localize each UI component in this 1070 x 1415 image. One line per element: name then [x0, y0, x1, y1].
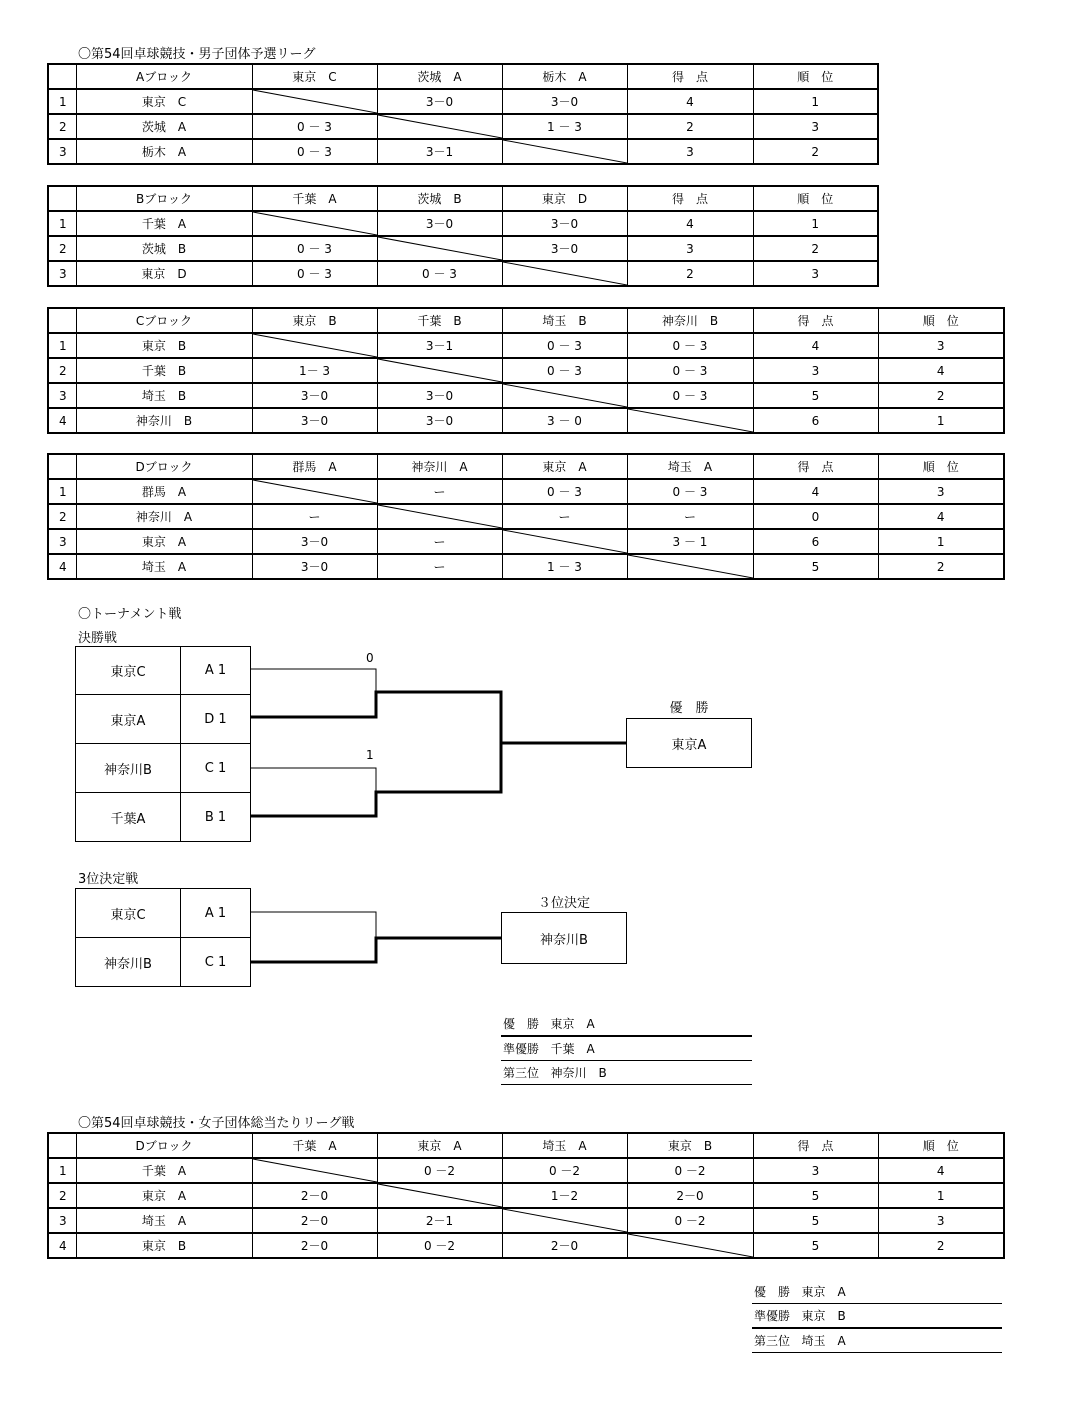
- result-cell: ー: [377, 554, 502, 579]
- summary-label: 優 勝: [754, 1285, 791, 1299]
- result-cell: 2－0: [502, 1233, 627, 1258]
- row-index: 3: [48, 1208, 76, 1233]
- final-seed-1: A 1: [180, 646, 251, 695]
- header-cell: Bブロック: [76, 186, 252, 211]
- winner-label: 優 勝: [669, 701, 709, 716]
- row-index: 4: [48, 1233, 76, 1258]
- final-team-3: 神奈川B: [75, 743, 181, 793]
- result-cell: 3－1: [377, 333, 502, 358]
- team-name-cell: 茨城 B: [76, 236, 252, 261]
- summary-team: 神奈川 B: [550, 1066, 607, 1080]
- result-cell: 5: [753, 1183, 878, 1208]
- result-cell: 3－0: [377, 408, 502, 433]
- header-cell: 得 点: [753, 1133, 878, 1158]
- result-cell: 2: [878, 1233, 1004, 1258]
- result-cell: 3－0: [377, 211, 502, 236]
- row-index: 2: [48, 358, 76, 383]
- result-cell: 2－0: [252, 1183, 377, 1208]
- team-name-cell: 東京 D: [76, 261, 252, 286]
- result-cell: 0 － 3: [627, 479, 753, 504]
- result-cell: 3－0: [502, 89, 627, 114]
- result-cell: 2－1: [377, 1208, 502, 1233]
- result-cell: 3－1: [377, 139, 502, 164]
- team-name-cell: 東京 B: [76, 1233, 252, 1258]
- result-cell: 3 － 1: [627, 529, 753, 554]
- result-cell: 2: [753, 139, 878, 164]
- men-summary: [501, 1012, 752, 1085]
- team-name-cell: 栃木 A: [76, 139, 252, 164]
- result-cell: 5: [753, 1208, 878, 1233]
- summary-row: [501, 1012, 752, 1037]
- summary-row: [752, 1304, 1002, 1329]
- row-index: 4: [48, 408, 76, 433]
- result-cell: 1 － 3: [502, 554, 627, 579]
- summary-team: 東京 A: [801, 1285, 846, 1299]
- result-cell: 4: [627, 211, 753, 236]
- result-cell: ー: [377, 479, 502, 504]
- team-name-cell: 神奈川 B: [76, 408, 252, 433]
- row-index: 3: [48, 139, 76, 164]
- row-index: 1: [48, 89, 76, 114]
- header-cell: 茨城 A: [377, 64, 502, 89]
- summary-label: 第三位: [754, 1334, 791, 1348]
- team-name-cell: 東京 A: [76, 529, 252, 554]
- third-place-label: 3位決定戦: [78, 872, 139, 887]
- result-cell: 0 －2: [377, 1233, 502, 1258]
- result-cell: 4: [878, 358, 1004, 383]
- summary-team: 千葉 A: [550, 1042, 595, 1056]
- result-cell: 0 － 3: [252, 236, 377, 261]
- team-name-cell: 東京 A: [76, 1183, 252, 1208]
- header-cell: 順 位: [878, 308, 1004, 333]
- result-cell: 1－ 3: [252, 358, 377, 383]
- result-cell: 0: [753, 504, 878, 529]
- row-index: 2: [48, 236, 76, 261]
- row-index: 1: [48, 211, 76, 236]
- team-name-cell: 東京 B: [76, 333, 252, 358]
- result-cell: 0 － 3: [252, 139, 377, 164]
- result-cell: 0 －2: [502, 1158, 627, 1183]
- result-cell: ー: [502, 504, 627, 529]
- result-cell: 2－0: [627, 1183, 753, 1208]
- final-seed-4: B 1: [180, 792, 251, 842]
- row-index: 3: [48, 261, 76, 286]
- header-cell: 得 点: [753, 454, 878, 479]
- team-name-cell: 埼玉 B: [76, 383, 252, 408]
- champion-box: 東京A: [626, 718, 752, 768]
- result-cell: 6: [753, 529, 878, 554]
- result-cell: 5: [753, 383, 878, 408]
- team-name-cell: 千葉 B: [76, 358, 252, 383]
- result-cell: 3－0: [252, 408, 377, 433]
- result-cell: 3 － 0: [502, 408, 627, 433]
- result-cell: 2: [878, 383, 1004, 408]
- header-cell: 順 位: [753, 64, 878, 89]
- result-cell: 5: [753, 554, 878, 579]
- header-cell: 茨城 B: [377, 186, 502, 211]
- team-name-cell: 東京 C: [76, 89, 252, 114]
- result-cell: 0 － 3: [502, 333, 627, 358]
- third-winner-box: 神奈川B: [501, 912, 627, 964]
- header-cell: 東京 C: [252, 64, 377, 89]
- result-cell: 3－0: [377, 383, 502, 408]
- team-name-cell: 神奈川 A: [76, 504, 252, 529]
- result-cell: 4: [753, 479, 878, 504]
- result-cell: 0 －2: [627, 1158, 753, 1183]
- result-cell: 4: [878, 504, 1004, 529]
- result-cell: 2－0: [252, 1233, 377, 1258]
- header-cell: Dブロック: [76, 454, 252, 479]
- summary-label: 優 勝: [503, 1017, 540, 1031]
- result-cell: 5: [753, 1233, 878, 1258]
- team-name-cell: 千葉 A: [76, 211, 252, 236]
- row-index: 3: [48, 383, 76, 408]
- header-cell: 得 点: [627, 186, 753, 211]
- header-cell: 神奈川 B: [627, 308, 753, 333]
- result-cell: 3: [753, 114, 878, 139]
- result-cell: 1: [878, 1183, 1004, 1208]
- header-cell: 群馬 A: [252, 454, 377, 479]
- summary-label: 準優勝: [503, 1042, 540, 1056]
- summary-team: 埼玉 A: [801, 1334, 846, 1348]
- result-cell: 0 － 3: [252, 114, 377, 139]
- header-cell: 得 点: [753, 308, 878, 333]
- result-cell: 1: [878, 408, 1004, 433]
- summary-row: [752, 1280, 1002, 1304]
- header-cell: Cブロック: [76, 308, 252, 333]
- summary-label: 第三位: [503, 1066, 540, 1080]
- row-index: 2: [48, 504, 76, 529]
- result-cell: 1: [878, 529, 1004, 554]
- header-cell: 東京 D: [502, 186, 627, 211]
- third-result-label: ３位決定: [537, 896, 590, 911]
- result-cell: 1－2: [502, 1183, 627, 1208]
- result-cell: 0 － 3: [502, 358, 627, 383]
- result-cell: 4: [753, 333, 878, 358]
- header-cell: 神奈川 A: [377, 454, 502, 479]
- result-cell: 4: [878, 1158, 1004, 1183]
- final-score-top: 0: [366, 651, 374, 665]
- row-index: 1: [48, 479, 76, 504]
- result-cell: 3: [878, 333, 1004, 358]
- tournament-title: 〇トーナメント戦: [78, 607, 182, 622]
- result-cell: 0 － 3: [377, 261, 502, 286]
- result-cell: 1: [753, 211, 878, 236]
- summary-team: 東京 A: [550, 1017, 595, 1031]
- result-cell: 4: [627, 89, 753, 114]
- summary-row: [501, 1037, 752, 1061]
- header-cell: 埼玉 A: [627, 454, 753, 479]
- final-label: 決勝戦: [78, 631, 118, 646]
- result-cell: 0 － 3: [502, 479, 627, 504]
- men-league-title: 〇第54回卓球競技・男子団体予選リーグ: [78, 47, 316, 62]
- row-index: 1: [48, 333, 76, 358]
- header-cell: 千葉 A: [252, 1133, 377, 1158]
- result-cell: ー: [377, 529, 502, 554]
- header-cell: Dブロック: [76, 1133, 252, 1158]
- team-name-cell: 埼玉 A: [76, 554, 252, 579]
- result-cell: 2－0: [252, 1208, 377, 1233]
- header-cell: 東京 B: [627, 1133, 753, 1158]
- final-seed-3: C 1: [180, 743, 251, 793]
- header-cell: 順 位: [878, 454, 1004, 479]
- header-cell: 埼玉 B: [502, 308, 627, 333]
- result-cell: 3: [753, 1158, 878, 1183]
- result-cell: 3－0: [377, 89, 502, 114]
- final-team-1: 東京C: [75, 646, 181, 695]
- result-cell: 0 －2: [377, 1158, 502, 1183]
- header-cell: 東京 A: [502, 454, 627, 479]
- result-cell: 0 －2: [627, 1208, 753, 1233]
- result-cell: 3－0: [502, 236, 627, 261]
- header-cell: 東京 B: [252, 308, 377, 333]
- row-index: 3: [48, 529, 76, 554]
- result-cell: 0 － 3: [627, 358, 753, 383]
- result-cell: 3－0: [252, 529, 377, 554]
- summary-team: 東京 B: [801, 1309, 846, 1323]
- summary-row: [752, 1329, 1002, 1353]
- header-cell: 埼玉 A: [502, 1133, 627, 1158]
- result-cell: 3: [627, 139, 753, 164]
- header-cell: 順 位: [878, 1133, 1004, 1158]
- result-cell: 2: [627, 261, 753, 286]
- result-cell: 0 － 3: [252, 261, 377, 286]
- result-cell: 0 － 3: [627, 333, 753, 358]
- header-cell: 順 位: [753, 186, 878, 211]
- final-score-bottom: 1: [366, 748, 374, 762]
- result-cell: 3: [878, 1208, 1004, 1233]
- result-cell: 2: [753, 236, 878, 261]
- result-cell: ー: [252, 504, 377, 529]
- third-team-2: 神奈川B: [75, 937, 181, 987]
- row-index: 1: [48, 1158, 76, 1183]
- women-league-title: 〇第54回卓球競技・女子団体総当たりリーグ戦: [78, 1116, 355, 1131]
- summary-row: [501, 1061, 752, 1085]
- third-team-1: 東京C: [75, 888, 181, 938]
- header-cell: 東京 A: [377, 1133, 502, 1158]
- team-name-cell: 茨城 A: [76, 114, 252, 139]
- result-cell: ー: [627, 504, 753, 529]
- result-cell: 1 － 3: [502, 114, 627, 139]
- header-cell: Aブロック: [76, 64, 252, 89]
- result-cell: 3: [627, 236, 753, 261]
- row-index: 4: [48, 554, 76, 579]
- team-name-cell: 埼玉 A: [76, 1208, 252, 1233]
- result-cell: 3－0: [252, 383, 377, 408]
- result-cell: 3: [753, 358, 878, 383]
- result-cell: 1: [753, 89, 878, 114]
- header-cell: 得 点: [627, 64, 753, 89]
- third-seed-2: C 1: [180, 937, 251, 987]
- header-cell: 千葉 A: [252, 186, 377, 211]
- result-cell: 2: [878, 554, 1004, 579]
- summary-label: 準優勝: [754, 1309, 791, 1323]
- final-team-2: 東京A: [75, 694, 181, 744]
- result-cell: 3－0: [502, 211, 627, 236]
- header-cell: 千葉 B: [377, 308, 502, 333]
- row-index: 2: [48, 114, 76, 139]
- result-cell: 3: [753, 261, 878, 286]
- result-cell: 6: [753, 408, 878, 433]
- third-seed-1: A 1: [180, 888, 251, 938]
- row-index: 2: [48, 1183, 76, 1208]
- final-team-4: 千葉A: [75, 792, 181, 842]
- team-name-cell: 群馬 A: [76, 479, 252, 504]
- women-summary: [752, 1280, 1002, 1353]
- result-cell: 3－0: [252, 554, 377, 579]
- result-cell: 2: [627, 114, 753, 139]
- team-name-cell: 千葉 A: [76, 1158, 252, 1183]
- result-cell: 0 － 3: [627, 383, 753, 408]
- header-cell: 栃木 A: [502, 64, 627, 89]
- final-seed-2: D 1: [180, 694, 251, 744]
- result-cell: 3: [878, 479, 1004, 504]
